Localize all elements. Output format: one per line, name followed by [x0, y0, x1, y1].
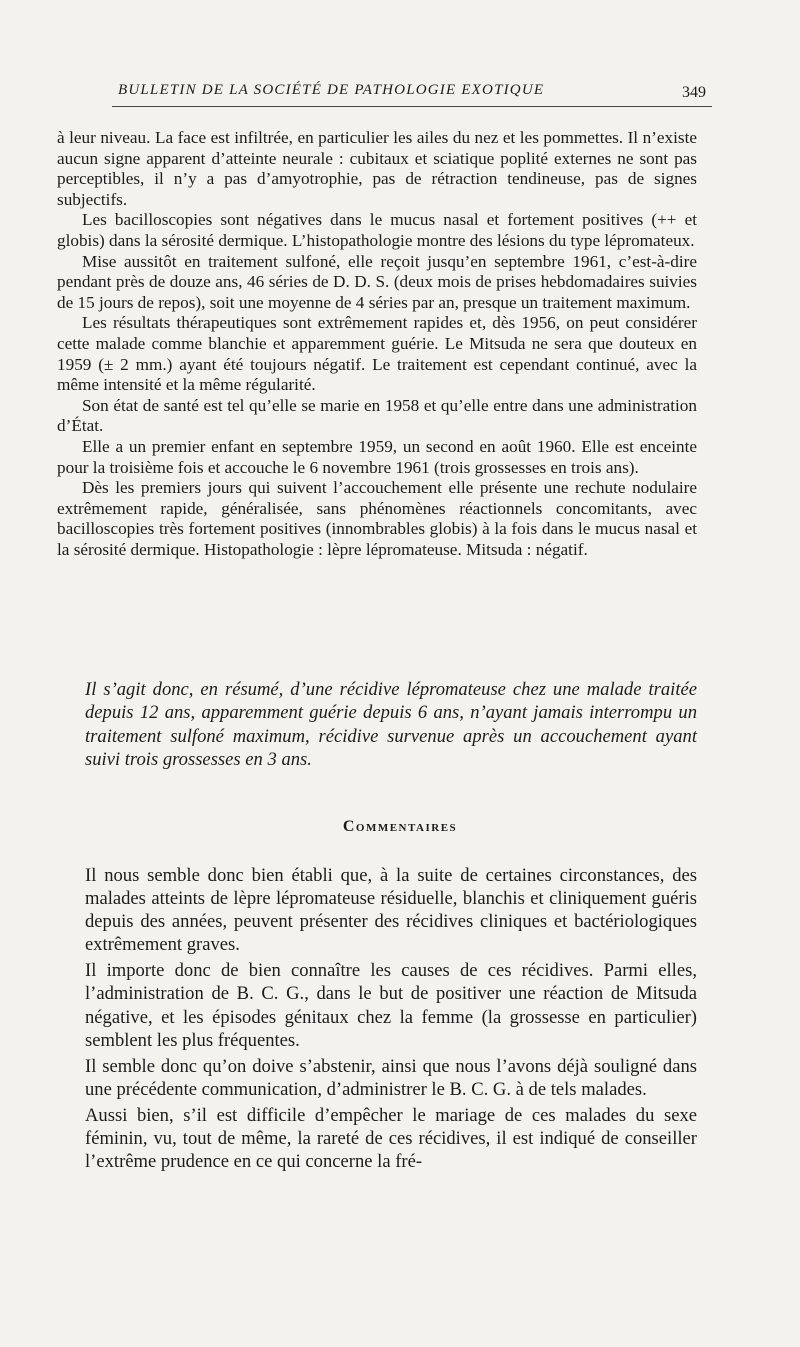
paragraph: Il importe donc de bien connaître les causes de ces récidives. Parmi elles, l’administration de B. C. G., dans le but de positiver une réaction de Mitsuda négative, et les épisodes génitaux chez la femme (la grossesse en particulier) semblent les plus fréquentes. [85, 960, 697, 1051]
paragraph: Dès les premiers jours qui suivent l’accouchement elle présente une rechute nodulaire extrêmement rapide, généralisée, sans phénomènes réactionnels concomitants, avec bacilloscopies très fortement positives (innombrables globis) à la fois dans le mucus nasal et la sérosité dermique. Histopathologie : lèpre lépromateuse. Mitsuda : négatif. [57, 478, 697, 559]
paragraph: Les résultats thérapeutiques sont extrêmement rapides et, dès 1956, on peut considérer cette malade comme blanchie et apparemment guérie. Le Mitsuda ne sera que douteux en 1959 (± 2 mm.) ayant été toujours négatif. Le traitement est cependant continué, avec la même intensité et la même régularité. [57, 313, 697, 395]
case-report-text [57, 128, 697, 560]
paragraph: Elle a un premier enfant en septembre 1959, un second en août 1960. Elle est enceinte pour la troisième fois et accouche le 6 novembre 1961 (trois grossesses en trois ans). [57, 436, 697, 477]
paragraph: Il semble donc qu’on doive s’abstenir, ainsi que nous l’avons déjà souligné dans une précédente communication, d’administrer le B. C. G. à de tels malades. [85, 1055, 697, 1100]
summary-paragraph: Il s’agit donc, en résumé, d’une récidive lépromateuse chez une malade traitée depuis 12 ans, apparemment guérie depuis 6 ans, n’ayant jamais interrompu un traitement sulfoné maximum, récidive survenue après un accouchement ayant suivi trois grossesses en 3 ans. [85, 679, 697, 770]
paragraph: Aussi bien, s’il est difficile d’empêcher le mariage de ces malades du sexe féminin, vu, tout de même, la rareté de ces récidives, il est indiqué de conseiller l’extrême prudence en ce qui concerne la fré- [85, 1104, 697, 1173]
commentary-text [85, 864, 697, 1176]
header-rule [112, 106, 712, 107]
paragraph: à leur niveau. La face est infiltrée, en particulier les ailes du nez et les pommettes. Il n’existe aucun signe apparent d’atteinte neurale : cubitaux et sciatique poplité externes ne sont pas perceptibles, il n’y a pas d’amyotrophie, pas de rétraction tendineuse, pas de signes subjectifs. [57, 128, 697, 209]
paragraph: Son état de santé est tel qu’elle se marie en 1958 et qu’elle entre dans une administration d’État. [57, 395, 697, 436]
page-number: 349 [682, 84, 706, 101]
paragraph: Mise aussitôt en traitement sulfoné, elle reçoit jusqu’en septembre 1961, c’est-à-dire pendant près de douze ans, 46 séries de D. D. S. (deux mois de prises hebdomadaires suivies de 15 jours de repos), soit une moyenne de 4 séries par an, presque un traitement maximum. [57, 251, 697, 312]
paragraph: Les bacilloscopies sont négatives dans le mucus nasal et fortement positives (++ et globis) dans la sérosité dermique. L’histopathologie montre des lésions du type lépromateux. [57, 210, 697, 250]
paragraph: Il nous semble donc bien établi que, à la suite de certaines circonstances, des malades atteints de lèpre lépromateuse résiduelle, blanchis et cliniquement guéris depuis des années, peuvent présenter des récidives cliniques et bactériologiques extrêmement graves. [85, 865, 697, 956]
page-header [112, 80, 712, 108]
section-heading: Commentaires [342, 818, 458, 835]
running-title: BULLETIN DE LA SOCIÉTÉ DE PATHOLOGIE EXOTIQUE [118, 82, 545, 98]
